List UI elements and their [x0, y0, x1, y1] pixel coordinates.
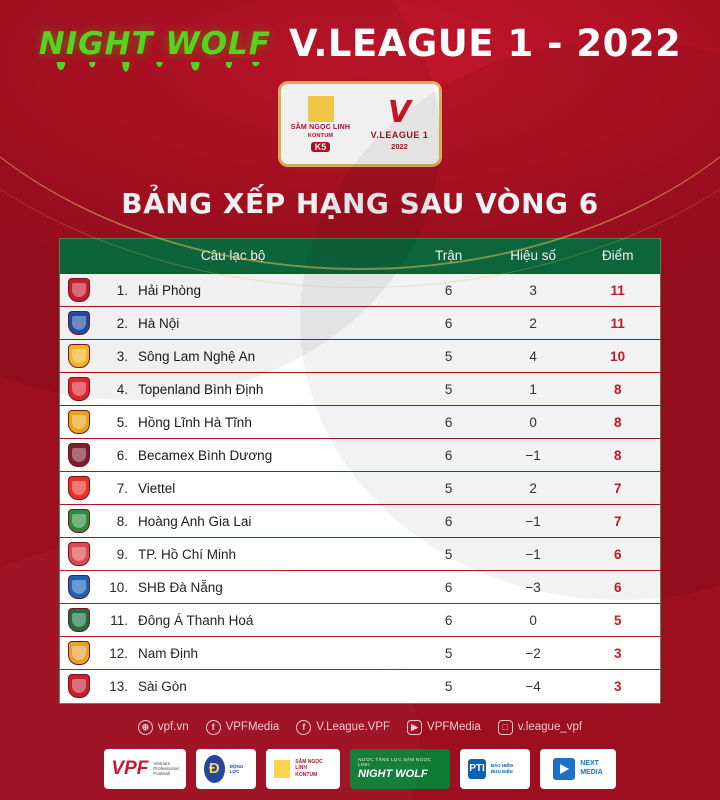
club-crest-icon [68, 575, 90, 599]
cell-goal-difference: −1 [491, 538, 576, 571]
cell-played: 6 [406, 406, 491, 439]
social-label: vpf.vn [157, 721, 189, 733]
cell-played: 5 [406, 637, 491, 670]
club-name: Đông Á Thanh Hoá [138, 612, 254, 628]
vleague-logo-name: V.LEAGUE 1 [370, 129, 429, 140]
cell-played: 6 [406, 505, 491, 538]
cell-goal-difference: 2 [491, 307, 576, 340]
club-name: Hoàng Anh Gia Lai [138, 513, 252, 529]
club-rank: 2. [116, 315, 128, 331]
column-header-played: Trận [406, 239, 491, 274]
club-rank: 6. [116, 447, 128, 463]
cell-points: 8 [575, 406, 660, 439]
cell-points: 8 [575, 373, 660, 406]
cell-club [60, 505, 406, 538]
club-name: Hồng Lĩnh Hà Tĩnh [138, 414, 252, 430]
club-rank: 8. [116, 513, 128, 529]
vleague-logo-year: 2022 [391, 141, 408, 151]
league-title: V.LEAGUE 1 - 2022 [288, 22, 682, 65]
club-rank: 9. [116, 546, 128, 562]
sponsor-next-media [540, 749, 616, 789]
play-icon [553, 758, 575, 780]
vleague-mark-icon: V [387, 94, 412, 130]
cell-played: 6 [406, 439, 491, 472]
sam-logo-line2: KONTUM [307, 133, 334, 139]
night-wolf-tagline: NƯỚC TĂNG LỰC SÂM NGỌC LINH [358, 757, 432, 768]
sam-sponsor-line2: KONTUM [295, 771, 318, 778]
cell-goal-difference: 2 [491, 472, 576, 505]
sam-sponsor-line1: SÂM NGỌC LINH [295, 759, 323, 772]
vpf-subtitle: Vietnam Professional Football [153, 760, 179, 777]
club-name: Viettel [138, 480, 176, 496]
dong-luc-subtitle: ĐỘNG LỰC [229, 763, 244, 774]
cell-goal-difference: −2 [491, 637, 576, 670]
header [0, 0, 720, 65]
youtube-icon[interactable]: ▶ [407, 720, 422, 735]
cell-points: 7 [575, 472, 660, 505]
club-rank: 5. [116, 414, 128, 430]
column-header-points: Điểm [575, 239, 660, 274]
club-crest-icon [68, 608, 90, 632]
page-title: BẢNG XẾP HẠNG SAU VÒNG 6 [121, 187, 599, 220]
cell-played: 5 [406, 538, 491, 571]
cell-played: 5 [406, 340, 491, 373]
column-header-club: Câu lạc bộ [60, 239, 406, 274]
club-name: Sông Lam Nghệ An [138, 348, 256, 364]
club-crest-icon [68, 410, 90, 434]
club-name: Hà Nội [138, 315, 180, 331]
sponsor-pti [460, 749, 530, 789]
cell-played: 6 [406, 307, 491, 340]
club-name: Hải Phòng [138, 282, 202, 298]
club-crest-icon [68, 674, 90, 698]
vpf-mark: VPF [111, 757, 149, 779]
cell-points: 11 [575, 274, 660, 307]
cell-goal-difference: −1 [491, 439, 576, 472]
club-crest-icon [68, 476, 90, 500]
globe-icon[interactable]: ⊕ [138, 720, 153, 735]
club-name: Nam Định [138, 645, 199, 661]
cell-points: 8 [575, 439, 660, 472]
cell-goal-difference: 0 [491, 406, 576, 439]
social-label: VPFMedia [427, 721, 481, 733]
cell-goal-difference: −3 [491, 571, 576, 604]
cell-goal-difference: 4 [491, 340, 576, 373]
club-name: Topenland Bình Định [138, 381, 264, 397]
club-crest-icon [68, 278, 90, 302]
club-rank: 13. [109, 678, 128, 694]
club-rank: 7. [116, 480, 128, 496]
cell-played: 6 [406, 571, 491, 604]
cell-points: 6 [575, 538, 660, 571]
club-name: TP. Hồ Chí Minh [138, 546, 237, 562]
sam-logo-badge: K5 [311, 142, 331, 152]
night-wolf-sponsor-title: NIGHT WOLF [38, 25, 271, 62]
cell-points: 5 [575, 604, 660, 637]
social-label: VPFMedia [225, 721, 280, 733]
cell-points: 3 [575, 670, 660, 703]
club-name: SHB Đà Nẵng [138, 579, 223, 595]
cell-points: 7 [575, 505, 660, 538]
club-rank: 4. [116, 381, 128, 397]
facebook-icon[interactable]: f [296, 720, 311, 735]
cell-played: 6 [406, 604, 491, 637]
dong-luc-mark: Đ [204, 755, 225, 783]
cell-points: 3 [575, 637, 660, 670]
club-crest-icon [68, 542, 90, 566]
club-crest-icon [68, 377, 90, 401]
cell-played: 5 [406, 472, 491, 505]
instagram-icon[interactable]: □ [498, 720, 513, 735]
cell-goal-difference: 3 [491, 274, 576, 307]
next-media-line2: MEDIA [580, 768, 603, 776]
cell-points: 6 [575, 571, 660, 604]
club-rank: 3. [116, 348, 128, 364]
club-crest-icon [68, 641, 90, 665]
cell-goal-difference: 0 [491, 604, 576, 637]
social-label: v.league_vpf [517, 721, 583, 733]
cell-points: 11 [575, 307, 660, 340]
club-rank: 1. [116, 282, 128, 298]
cell-goal-difference: 1 [491, 373, 576, 406]
facebook-icon[interactable]: f [206, 720, 221, 735]
club-crest-icon [68, 344, 90, 368]
club-name: Becamex Bình Dương [138, 447, 273, 463]
cell-played: 6 [406, 274, 491, 307]
club-rank: 10. [109, 579, 128, 595]
cell-goal-difference: −4 [491, 670, 576, 703]
cell-goal-difference: −1 [491, 505, 576, 538]
social-link[interactable] [498, 720, 582, 735]
club-crest-icon [68, 509, 90, 533]
pti-subtitle: BẢO HIỂM BƯU ĐIỆN [490, 763, 513, 774]
cell-played: 5 [406, 670, 491, 703]
club-rank: 11. [110, 612, 128, 628]
column-header-goal-difference: Hiệu số [491, 239, 576, 274]
pti-mark: PTI [468, 759, 486, 779]
night-wolf-mark: NIGHT WOLF [358, 767, 428, 780]
sam-logo-line1: SÂM NGỌC LINH [290, 124, 351, 131]
next-media-line1: NEXT [580, 760, 599, 768]
cell-played: 5 [406, 373, 491, 406]
cell-points: 10 [575, 340, 660, 373]
club-name: Sài Gòn [138, 678, 187, 694]
club-rank: 12. [109, 645, 128, 661]
social-label: V.League.VPF [316, 721, 391, 733]
club-crest-icon [68, 443, 90, 467]
club-crest-icon [68, 311, 90, 335]
